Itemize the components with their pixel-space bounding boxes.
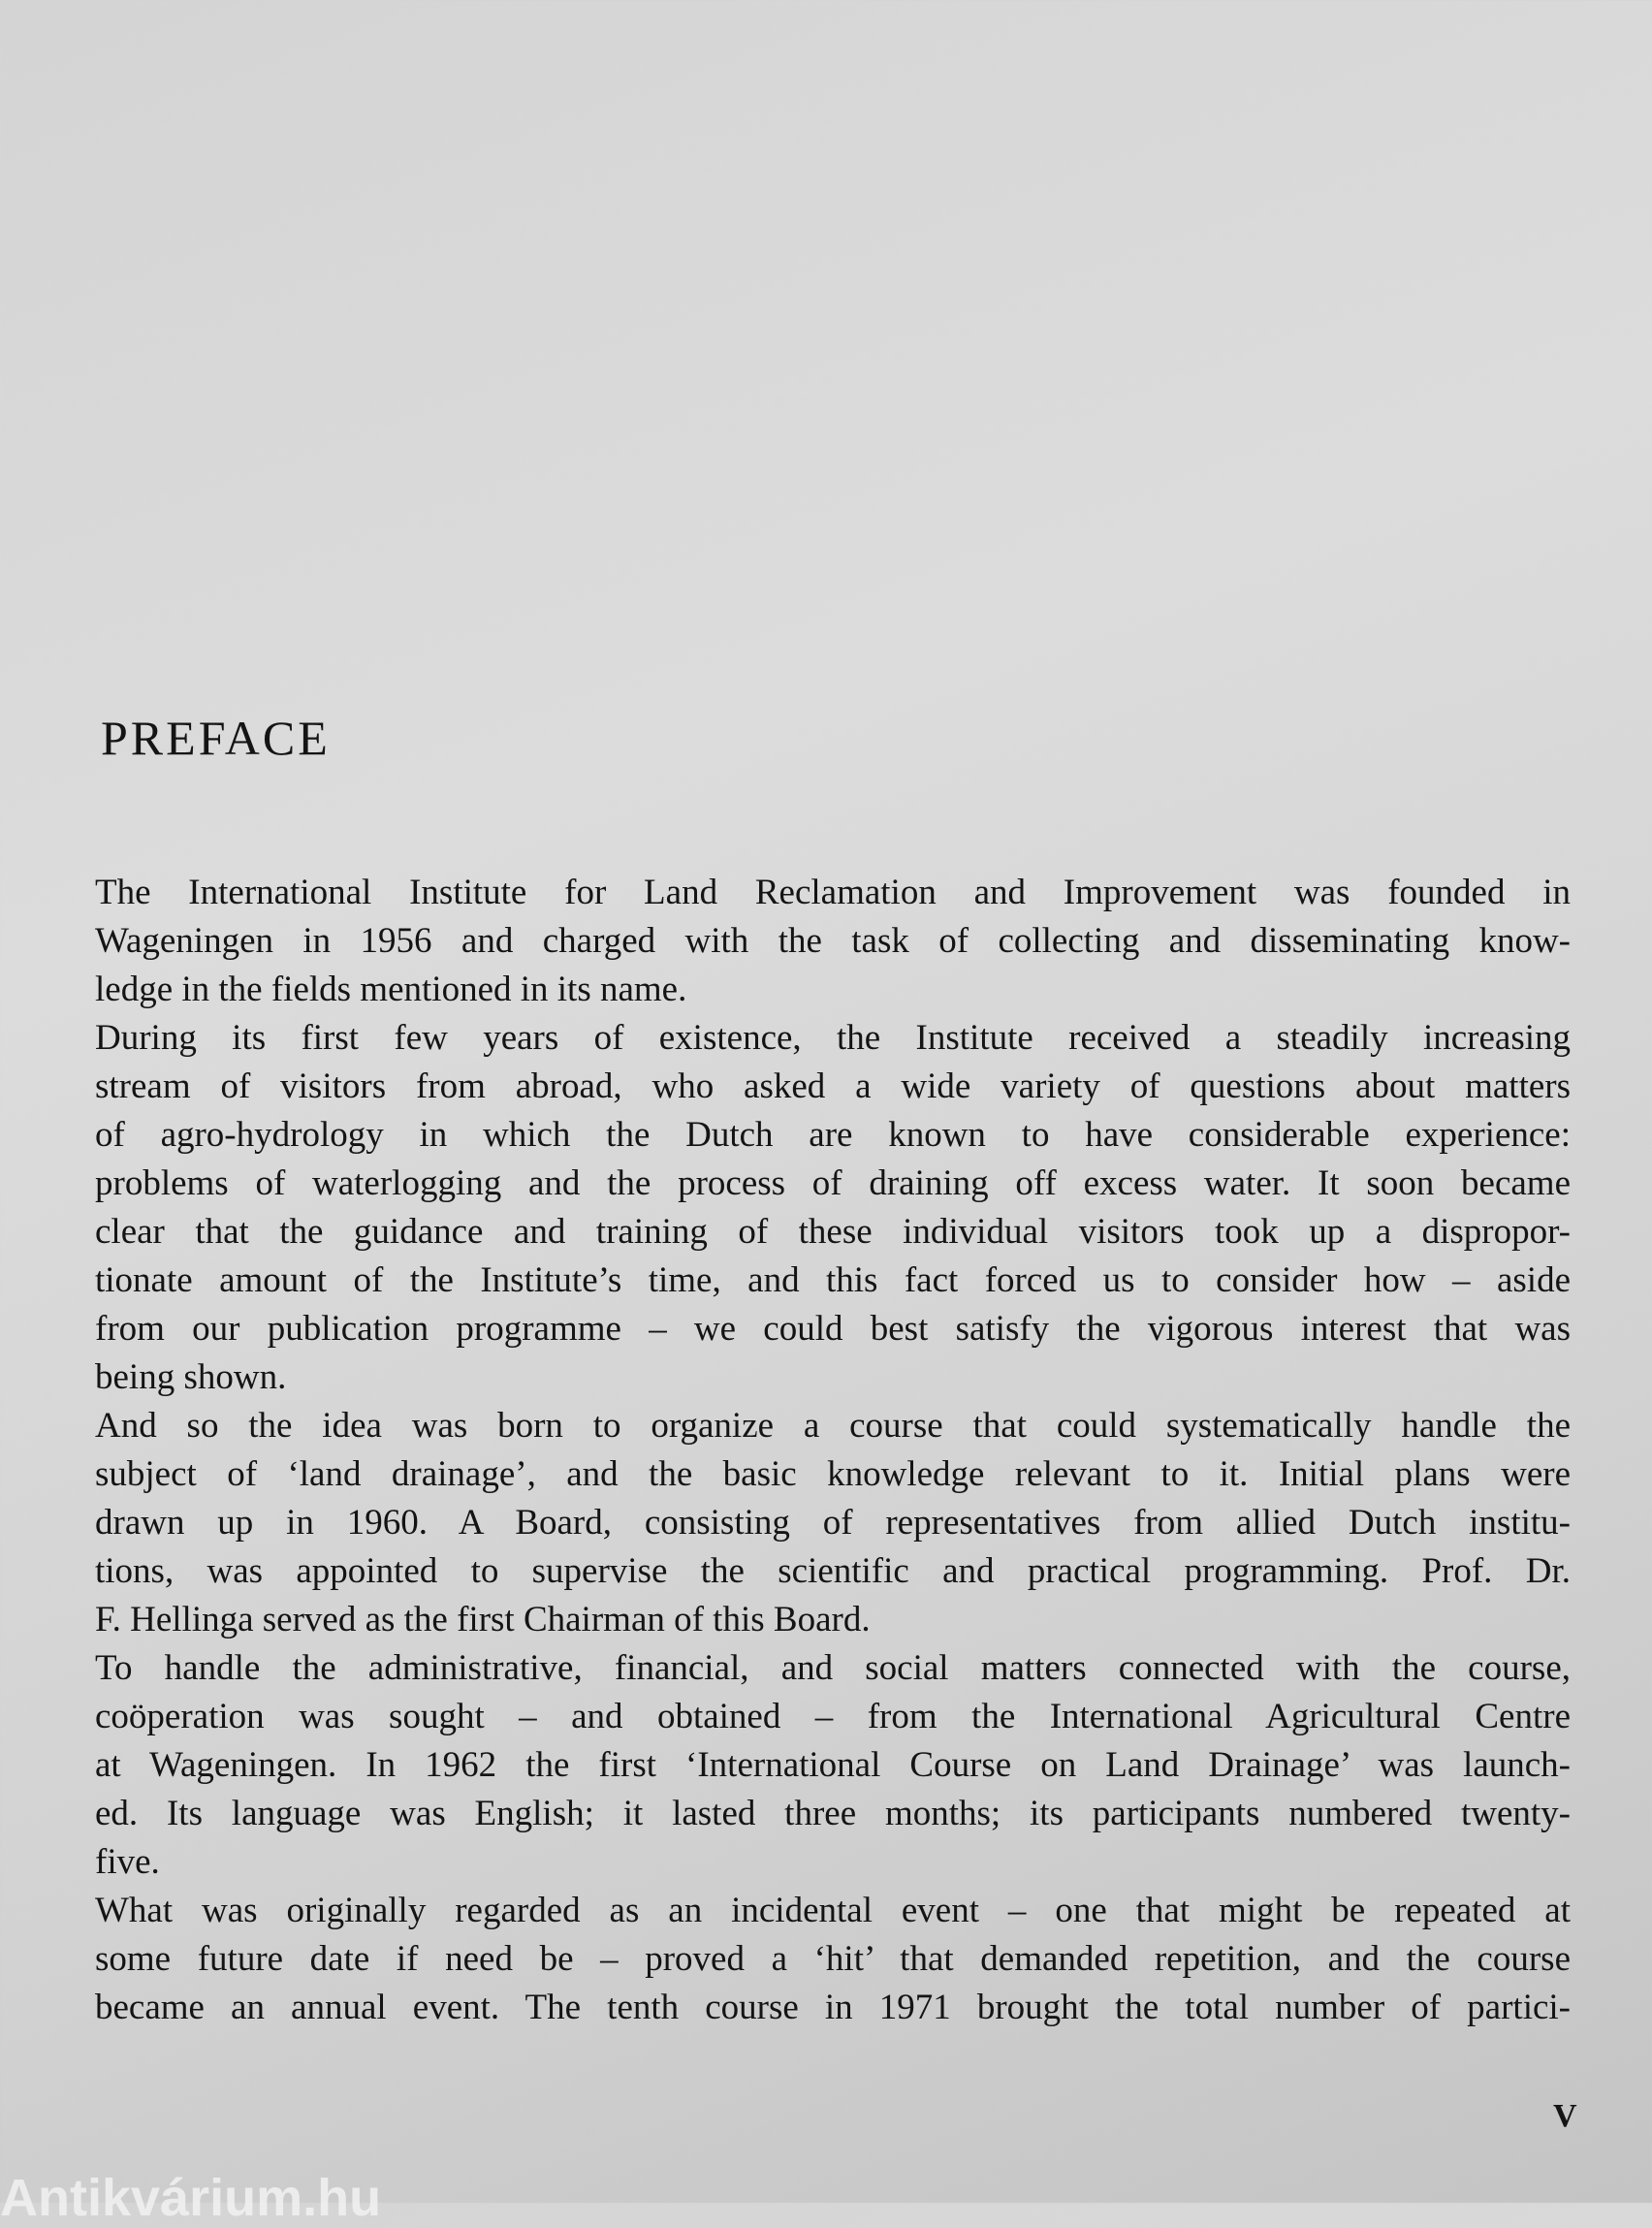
text-line: problems of waterlogging and the process of draining off excess water. It soon became [95, 1163, 1571, 1203]
text-line: ledge in the fields mentioned in its name. [95, 970, 687, 1009]
paragraph [95, 1887, 1571, 2032]
paragraph [95, 869, 1571, 1014]
text-line: And so the idea was born to organize a course that could systematically handle the [95, 1406, 1571, 1446]
text-line: stream of visitors from abroad, who asked a wide variety of questions about matters [95, 1066, 1571, 1106]
page-number: V [1553, 2098, 1577, 2134]
text-line: During its first few years of existence, the Institute received a steadily increasing [95, 1018, 1571, 1058]
text-line: from our publication programme – we could best satisfy the vigorous interest that was [95, 1309, 1571, 1349]
text-line: at Wageningen. In 1962 the first ‘International Course on Land Drainage’ was launch- [95, 1745, 1571, 1785]
text-line: five. [95, 1842, 160, 1882]
text-line: subject of ‘land drainage’, and the basic knowledge relevant to it. Initial plans were [95, 1454, 1571, 1494]
body-text [95, 869, 1571, 2032]
text-line: some future date if need be – proved a ‘hit’ that demanded repetition, and the course [95, 1939, 1571, 1979]
text-line: Wageningen in 1956 and charged with the task of collecting and disseminating know- [95, 921, 1571, 961]
paragraph [95, 1014, 1571, 1402]
text-line: clear that the guidance and training of these individual visitors took up a dispropor- [95, 1212, 1571, 1252]
text-line: drawn up in 1960. A Board, consisting of representatives from allied Dutch institu- [95, 1503, 1571, 1543]
text-line: tionate amount of the Institute’s time, and this fact forced us to consider how – aside [95, 1260, 1571, 1300]
text-line: The International Institute for Land Reclamation and Improvement was founded in [95, 873, 1571, 912]
text-line: What was originally regarded as an incidental event – one that might be repeated at [95, 1891, 1571, 1930]
text-line: tions, was appointed to supervise the scientific and practical programming. Prof. Dr. [95, 1551, 1571, 1591]
text-line: coöperation was sought – and obtained – from the International Agricultural Centre [95, 1697, 1571, 1736]
watermark: Antikvárium.hu [0, 2169, 382, 2227]
text-line: of agro-hydrology in which the Dutch are known to have considerable experience: [95, 1115, 1571, 1155]
paragraph [95, 1644, 1571, 1887]
text-line: To handle the administrative, financial, and social matters connected with the course, [95, 1648, 1571, 1688]
text-line: F. Hellinga served as the first Chairman of this Board. [95, 1600, 871, 1639]
text-line: ed. Its language was English; it lasted three months; its participants numbered twenty- [95, 1794, 1571, 1833]
text-line: being shown. [95, 1357, 287, 1397]
text-line: became an annual event. The tenth course in 1971 brought the total number of partici- [95, 1988, 1571, 2027]
page-heading: PREFACE [101, 711, 331, 765]
paragraph [95, 1402, 1571, 1644]
